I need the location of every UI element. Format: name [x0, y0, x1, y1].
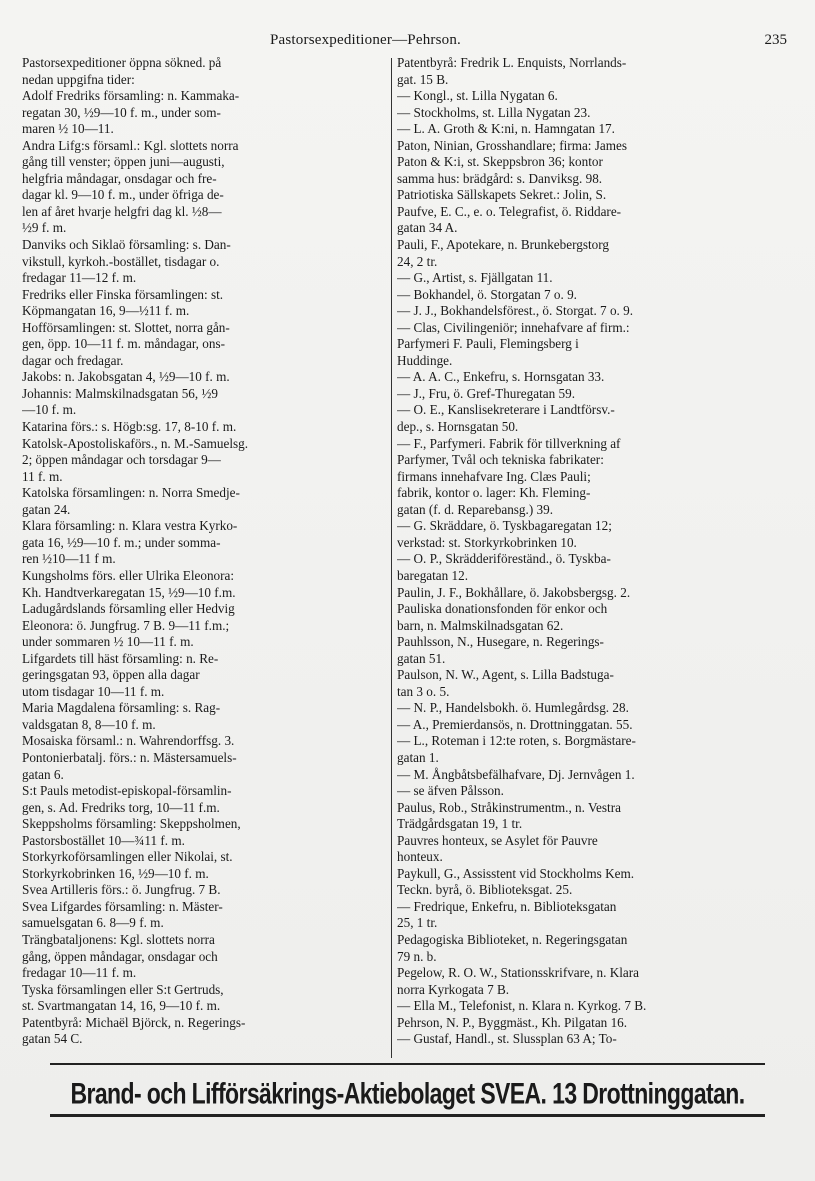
right-column-line: — J. J., Bokhandelsförest., ö. Storgat. 7 o. 9.	[397, 303, 634, 319]
left-column-line: Trängbataljonens: Kgl. slottets norra	[22, 931, 215, 947]
right-column-line: gatan 51.	[397, 650, 446, 666]
left-column-line: Fredriks eller Finska församlingen: st.	[22, 286, 224, 302]
left-column-line: Tyska församlingen eller S:t Gertruds,	[22, 981, 224, 997]
page-title: Pastorsexpeditioner—Pehrson.	[270, 32, 461, 48]
right-column-line: Pegelow, R. O. W., Stationsskrifvare, n. Klara	[397, 965, 639, 981]
right-column-line: gat. 15 B.	[397, 71, 449, 87]
page-number: 235	[764, 32, 787, 48]
left-column-line: Ladugårdslands församling eller Hedvig	[22, 601, 235, 617]
left-column-line: nedan uppgifna tider:	[22, 71, 135, 87]
left-column-line: maren ½ 10—11.	[22, 121, 114, 137]
left-column-line: Mosaiska församl.: n. Wahrendorffsg. 3.	[22, 733, 235, 749]
right-column-line: Teckn. byrå, ö. Biblioteksgat. 25.	[397, 882, 573, 898]
left-column-line: Skeppsholms församling: Skeppsholmen,	[22, 816, 241, 832]
left-column-line: Svea Lifgardes församling: n. Mäster-	[22, 898, 223, 914]
left-column-line: gatan 54 C.	[22, 1031, 83, 1047]
right-column-line: firmans innehafvare Ing. Clæs Pauli;	[397, 468, 591, 484]
left-column-line: dagar kl. 9—10 f. m., under öfriga de-	[22, 187, 224, 203]
right-column-line: — Ella M., Telefonist, n. Klara n. Kyrkog. 7 B.	[397, 998, 647, 1014]
right-column-line: Pauvres honteux, se Asylet för Pauvre	[397, 832, 598, 848]
left-column-line: ren ½10—11 f m.	[22, 551, 116, 567]
advert-rule-top	[50, 1063, 765, 1065]
right-column-line: fabrik, kontor o. lager: Kh. Fleming-	[397, 485, 591, 501]
left-column-line: Kungsholms förs. eller Ulrika Eleonora:	[22, 567, 235, 583]
right-column-line: — Stockholms, st. Lilla Nygatan 23.	[397, 104, 591, 120]
left-column-line: Svea Artilleris förs.: ö. Jungfrug. 7 B.	[22, 882, 221, 898]
right-column-line: — L., Roteman i 12:te roten, s. Borgmästare-	[397, 733, 636, 749]
left-column-line: Kh. Handtverkaregatan 15, ½9—10 f.m.	[22, 584, 236, 600]
left-column-line: Jakobs: n. Jakobsgatan 4, ½9—10 f. m.	[22, 369, 230, 385]
left-column-line: vikstull, kyrkoh.-bostället, tisdagar o.	[22, 253, 220, 269]
right-column-line: — Gustaf, Handl., st. Slussplan 63 A; To-	[397, 1031, 617, 1047]
left-column-line: 11 f. m.	[22, 468, 63, 484]
left-column-line: Andra Lifg:s församl.: Kgl. slottets norra	[22, 137, 239, 153]
left-column-line: Pastorsexpeditioner öppna sökned. på	[22, 55, 222, 70]
right-column-line: Parfymer, Tvål och tekniska fabrikater:	[397, 452, 604, 468]
right-column-line: — Fredrique, Enkefru, n. Biblioteksgatan	[397, 898, 617, 914]
right-column-line: — F., Parfymeri. Fabrik för tillverkning af	[397, 435, 621, 451]
right-column-line: Trädgårdsgatan 19, 1 tr.	[397, 816, 523, 832]
right-column-line: baregatan 12.	[397, 567, 469, 583]
right-column-line: dep., s. Hornsgatan 50.	[397, 419, 519, 435]
right-column-line: Paton, Ninian, Grosshandlare; firma: James	[397, 137, 627, 153]
left-column-line: gång till venster; öppen juni—augusti,	[22, 154, 225, 170]
right-column-line: — J., Fru, ö. Gref-Thuregatan 59.	[397, 385, 575, 401]
left-column-line: Storkyrkobrinken 16, ½9—10 f. m.	[22, 865, 209, 881]
left-column-line: Pontonierbatalj. förs.: n. Mästersamuels-	[22, 749, 237, 765]
column-divider	[391, 58, 392, 1058]
right-column-line: Patriotiska Sällskapets Sekret.: Jolin, S.	[397, 187, 607, 203]
left-column-line: gatan 24.	[22, 501, 71, 517]
left-column-line: Pastorsbostället 10—¾11 f. m.	[22, 832, 185, 848]
left-column-line: gång, öppen måndagar, onsdagar och	[22, 948, 218, 964]
left-column-line: fredagar 11—12 f. m.	[22, 270, 137, 286]
right-column-line: Paton & K:i, st. Skeppsbron 36; kontor	[397, 154, 603, 170]
left-column-line: len af året hvarje helgfri dag kl. ½8—	[22, 203, 222, 219]
left-column-line: Lifgardets till häst församling: n. Re-	[22, 650, 219, 666]
left-column-line: gatan 6.	[22, 766, 64, 782]
right-column-line: barn, n. Malmskilnadsgatan 62.	[397, 617, 564, 633]
right-column-line: Paykull, G., Assisstent vid Stockholms Kem.	[397, 865, 635, 881]
right-column-line: — A. A. C., Enkefru, s. Hornsgatan 33.	[397, 369, 605, 385]
right-column-line: Pedagogiska Biblioteket, n. Regeringsgatan	[397, 931, 628, 947]
right-column-line: samma hus: brädgård: s. Danviksg. 98.	[397, 170, 603, 186]
right-column-line: Pauliska donationsfonden för enkor och	[397, 601, 608, 617]
left-column-line: helgfria måndagar, onsdagar och fre-	[22, 170, 217, 186]
right-column-line: Pehrson, N. P., Byggmäst., Kh. Pilgatan 16.	[397, 1014, 628, 1030]
right-column-line: gatan 1.	[397, 749, 439, 765]
left-column-line: Katarina förs.: s. Högb:sg. 17, 8-10 f. m.	[22, 419, 237, 435]
left-column-line: Adolf Fredriks församling: n. Kammaka-	[22, 88, 240, 104]
left-column-line: regatan 30, ½9—10 f. m., under som-	[22, 104, 221, 120]
left-column-line: utom tisdagar 10—11 f. m.	[22, 683, 165, 699]
left-column-line: samuelsgatan 6. 8—9 f. m.	[22, 915, 164, 931]
right-column-line: Parfymeri F. Pauli, Flemingsberg i	[397, 336, 579, 352]
left-column-line: Köpmangatan 16, 9—½11 f. m.	[22, 303, 190, 319]
left-column-line: under sommaren ½ 10—11 f. m.	[22, 634, 194, 650]
right-column-line: — N. P., Handelsbokh. ö. Humlegårdsg. 28.	[397, 700, 629, 716]
left-column	[22, 55, 392, 1048]
left-column-line: Hofförsamlingen: st. Slottet, norra gån-	[22, 319, 230, 335]
right-column-line: — Bokhandel, ö. Storgatan 7 o. 9.	[397, 286, 577, 302]
left-column-line: st. Svartmangatan 14, 16, 9—10 f. m.	[22, 998, 221, 1014]
left-column-line: —10 f. m.	[22, 402, 77, 418]
right-column-line: gatan 34 A.	[397, 220, 458, 236]
left-column-line: Patentbyrå: Michaël Björck, n. Regerings-	[22, 1014, 246, 1030]
right-column-line: — G. Skräddare, ö. Tyskbagaregatan 12;	[397, 518, 612, 534]
left-column-line: Klara församling: n. Klara vestra Kyrko-	[22, 518, 238, 534]
right-column-line: — Clas, Civilingeniör; innehafvare af firm.:	[397, 319, 630, 335]
right-column-line: 79 n. b.	[397, 948, 437, 964]
running-head	[0, 32, 815, 52]
left-column-line: Eleonora: ö. Jungfrug. 7 B. 9—11 f.m.;	[22, 617, 230, 633]
right-column-line: gatan (f. d. Reparebansg.) 39.	[397, 501, 553, 517]
right-column-line: — Kongl., st. Lilla Nygatan 6.	[397, 88, 558, 104]
right-column-line: — O. P., Skrädderiföreständ., ö. Tyskba-	[397, 551, 611, 567]
right-column-line: — G., Artist, s. Fjällgatan 11.	[397, 270, 553, 286]
right-column-line: Huddinge.	[397, 352, 453, 368]
right-column-line: Paufve, E. C., e. o. Telegrafist, ö. Riddare-	[397, 203, 622, 219]
left-column-line: gata 16, ½9—10 f. m.; under somma-	[22, 534, 221, 550]
left-column-line: valdsgatan 8, 8—10 f. m.	[22, 716, 156, 732]
right-column-line: Paulin, J. F., Bokhållare, ö. Jakobsbergsg. 2.	[397, 584, 631, 600]
advert-rule-bottom	[50, 1114, 765, 1117]
left-column-line: S:t Pauls metodist-episkopal-församlin-	[22, 783, 232, 799]
left-column-line: Maria Magdalena församling: s. Rag-	[22, 700, 221, 716]
right-column-line: 24, 2 tr.	[397, 253, 438, 269]
right-column-line: Paulson, N. W., Agent, s. Lilla Badstuga-	[397, 667, 614, 683]
right-column-line: 25, 1 tr.	[397, 915, 438, 931]
right-column-line: Patentbyrå: Fredrik L. Enquists, Norrlands-	[397, 55, 627, 70]
advertisement-banner: Brand- och Lifförsäkrings-Aktiebolaget SVEA. 13 Drottninggatan.	[70, 1076, 745, 1110]
left-column-line: Danviks och Siklaö församling: s. Dan-	[22, 237, 231, 253]
right-column	[397, 55, 797, 1048]
left-column-line: geringsgatan 93, öppen alla dagar	[22, 667, 200, 683]
right-column-line: — A., Premierdansös, n. Drottninggatan. 55.	[397, 716, 633, 732]
left-column-line: Storkyrkoförsamlingen eller Nikolai, st.	[22, 849, 233, 865]
left-column-line: Katolsk-Apostoliskaförs., n. M.-Samuelsg.	[22, 435, 249, 451]
left-column-line: gen, s. Ad. Fredriks torg, 10—11 f.m.	[22, 799, 220, 815]
right-column-line: — L. A. Groth & K:ni, n. Hamngatan 17.	[397, 121, 615, 137]
right-column-line: verkstad: st. Storkyrkobrinken 10.	[397, 534, 577, 550]
left-column-line: gen, öpp. 10—11 f. m. måndagar, ons-	[22, 336, 225, 352]
left-column-line: 2; öppen måndagar och torsdagar 9—	[22, 452, 221, 468]
right-column-line: — se äfven Pålsson.	[397, 783, 504, 799]
left-column-line: fredagar 10—11 f. m.	[22, 965, 137, 981]
right-column-line: Pauhlsson, N., Husegare, n. Regerings-	[397, 634, 604, 650]
right-column-line: Pauli, F., Apotekare, n. Brunkebergstorg	[397, 237, 609, 253]
left-column-line: ½9 f. m.	[22, 220, 67, 236]
right-column-line: — M. Ångbåtsbefälhafvare, Dj. Jernvågen 1.	[397, 766, 635, 782]
right-column-line: Paulus, Rob., Stråkinstrumentm., n. Vestra	[397, 799, 621, 815]
right-column-line: honteux.	[397, 849, 443, 865]
left-column-line: Katolska församlingen: n. Norra Smedje-	[22, 485, 240, 501]
left-column-line: dagar och fredagar.	[22, 352, 124, 368]
right-column-line: norra Kyrkogata 7 B.	[397, 981, 510, 997]
left-column-line: Johannis: Malmskilnadsgatan 56, ½9	[22, 385, 218, 401]
right-column-line: — O. E., Kanslisekreterare i Landtförsv.-	[397, 402, 615, 418]
right-column-line: tan 3 o. 5.	[397, 683, 450, 699]
